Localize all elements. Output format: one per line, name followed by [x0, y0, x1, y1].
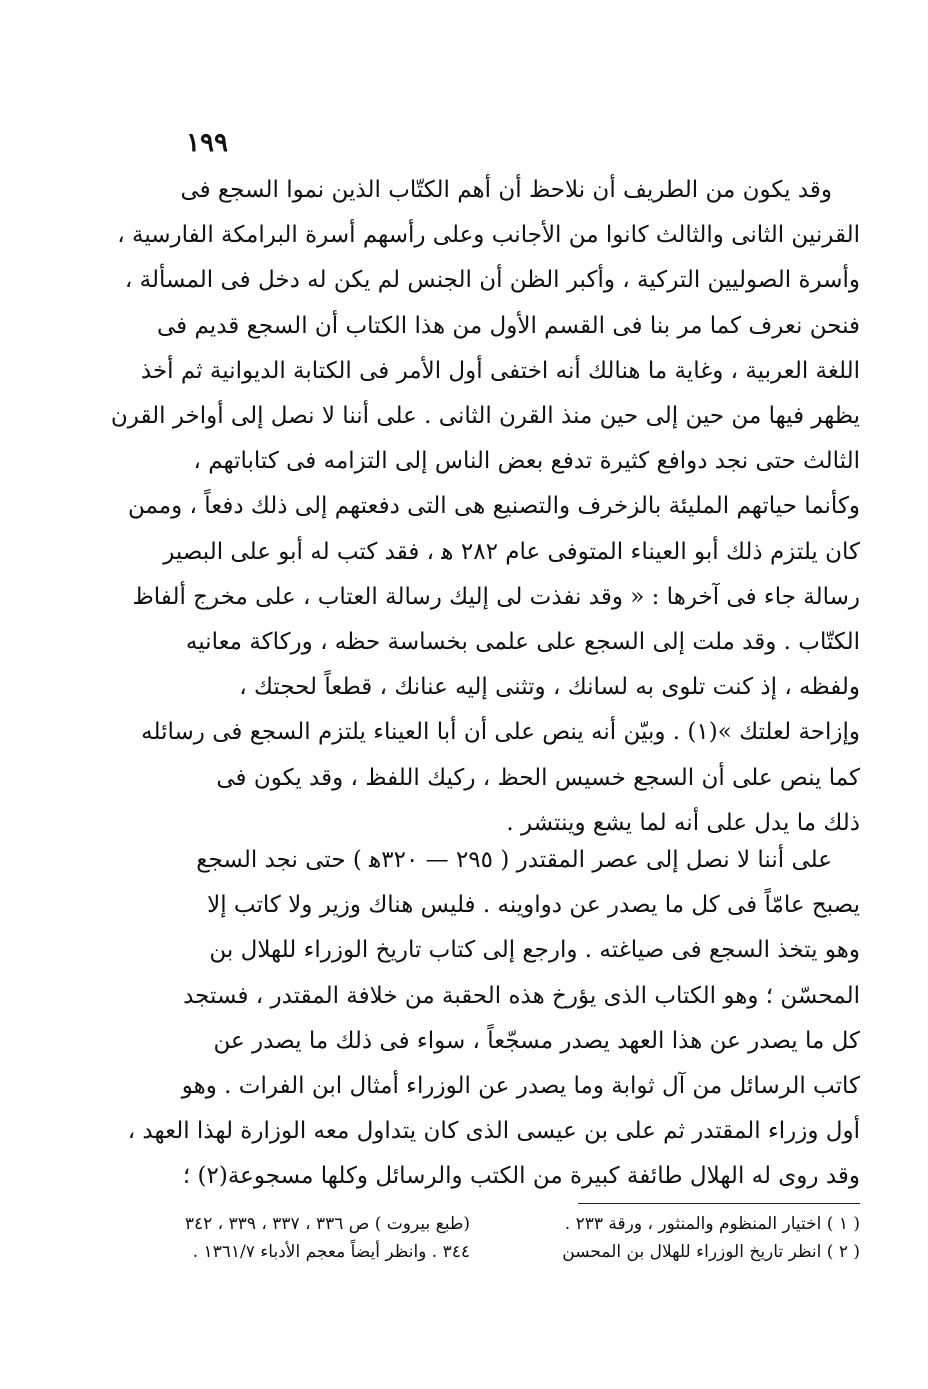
text-line: كاتب الرسائل من آل ثوابة وما يصدر عن الوزراء أمثال ابن الفرات . وهو	[181, 1073, 860, 1100]
text-line: اللغة العربية ، وغاية ما هنالك أنه اختفى أول الأمر فى الكتابة الديوانية ثم أخذ	[140, 357, 860, 384]
footnote-2-continuation: ٣٤٤ . وانظر أيضاً معجم الأدباء ١٣٦١/٧ .	[192, 1242, 470, 1262]
paragraph-1	[70, 168, 860, 846]
text-line: كما ينص على أن السجع خسيس الحظ ، ركيك اللفظ ، وقد يكون فى	[216, 764, 860, 791]
paragraph-2	[70, 838, 860, 1200]
page-number: ١٩٩	[186, 128, 228, 158]
text-line: يصبح عامّاً فى كل ما يصدر عن دواوينه . فليس هناك وزير ولا كاتب إلا	[207, 892, 860, 919]
text-line: على أننا لا نصل إلى عصر المقتدر ( ٢٩٥ — ٣٢٠ﻫ ) حتى نجد السجع	[196, 847, 832, 873]
text-line: وكأنما حياتهم المليئة بالزخرف والتصنيع هى التى دفعتهم إلى ذلك دفعاً ، وممن	[127, 493, 860, 520]
footnote-2-continuation: (طبع بيروت ) ص ٣٣٦ ، ٣٣٧ ، ٣٣٩ ، ٣٤٢	[184, 1214, 470, 1234]
text-line: يظهر فيها من حين إلى حين منذ القرن الثانى . على أننا لا نصل إلى أواخر القرن	[110, 403, 860, 430]
text-line: ذلك ما يدل على أنه لما يشع وينتشر .	[506, 809, 860, 836]
text-line: وهو يتخذ السجع فى صياغته . وارجع إلى كتاب تاريخ الوزراء للهلال بن	[209, 937, 860, 964]
footnote-row	[70, 1238, 860, 1266]
footnote-1: ( ١ ) اختيار المنظوم والمنثور ، ورقة ٢٣٣ .	[564, 1214, 860, 1234]
footnote-divider	[578, 1203, 860, 1204]
text-line: فنحن نعرف كما مر بنا فى القسم الأول من هذا الكتاب أن السجع قديم فى	[157, 312, 860, 339]
text-line: المحسّن ؛ وهو الكتاب الذى يؤرخ هذه الحقبة من خلافة المقتدر ، فستجد	[183, 982, 860, 1009]
text-line: وأسرة الصوليين التركية ، وأكبر الظن أن الجنس لم يكن له دخل فى المسألة ،	[124, 267, 860, 294]
text-line: كل ما يصدر عن هذا العهد يصدر مسجّعاً ، سواء فى ذلك ما يصدر عن	[213, 1027, 860, 1054]
text-line: الثالث حتى نجد دوافع كثيرة تدفع بعض الناس إلى التزامه فى كتاباتهم ،	[193, 448, 860, 475]
text-line: أول وزراء المقتدر ثم على بن عيسى الذى كان يتداول معه الوزارة لهذا العهد ،	[127, 1118, 860, 1145]
text-line: القرنين الثانى والثالث كانوا من الأجانب وعلى رأسهم أسرة البرامكة الفارسية ،	[117, 222, 860, 249]
footnote-2: ( ٢ ) انظر تاريخ الوزراء للهلال بن المحسن	[562, 1242, 860, 1262]
text-line: وقد روى له الهلال طائفة كبيرة من الكتب والرسائل وكلها مسجوعة(٢) ؛	[182, 1163, 860, 1190]
footnote-row	[70, 1210, 860, 1238]
text-line: وإزاحة لعلتك »(١) . وبيّن أنه ينص على أن أبا العيناء يلتزم السجع فى رسائله	[141, 719, 860, 746]
text-line: وقد يكون من الطريف أن نلاحظ أن أهم الكتّاب الذين نموا السجع فى	[180, 177, 832, 203]
text-line: الكتّاب . وقد ملت إلى السجع على علمى بخساسة حظه ، وركاكة معانيه	[185, 629, 860, 656]
text-line: رسالة جاء فى آخرها : « وقد نفذت لى إليك رسالة العتاب ، على مخرج ألفاظ	[132, 583, 860, 610]
footnotes	[70, 1210, 860, 1266]
text-line: كان يلتزم ذلك أبو العيناء المتوفى عام ٢٨٢ ﻫ ، فقد كتب له أبو على البصير	[163, 538, 860, 565]
text-line: ولفظه ، إذ كنت تلوى به لسانك ، وتثنى إليه عنانك ، قطعاً لحجتك ،	[239, 674, 860, 701]
